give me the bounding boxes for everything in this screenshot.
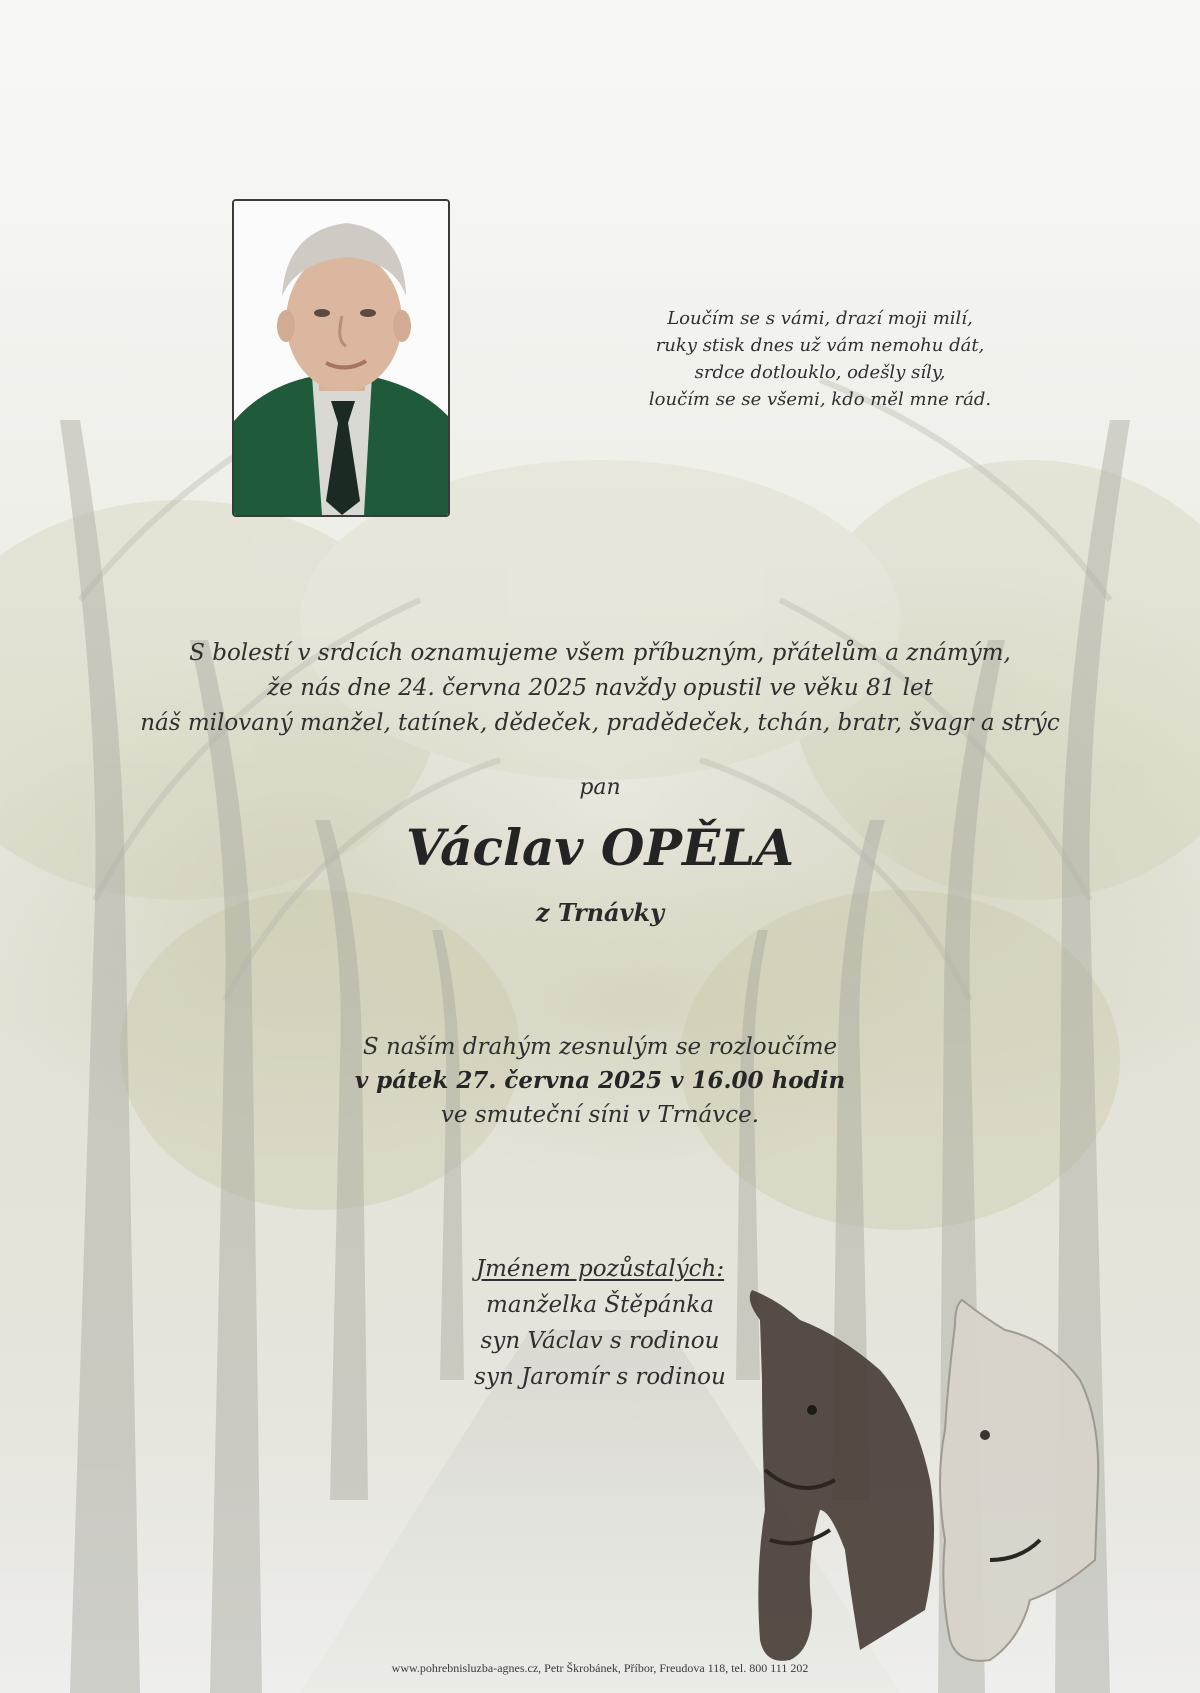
portrait-photo xyxy=(232,199,450,517)
survivor-name: syn Václav s rodinou xyxy=(480,1328,720,1354)
horse-eye xyxy=(807,1405,817,1415)
funeral-intro: S naším drahým zesnulým se rozloučíme xyxy=(362,1034,838,1060)
survivor-name: syn Jaromír s rodinou xyxy=(474,1364,726,1390)
announcement-line: že nás dne 24. června 2025 navždy opustil ve věku 81 let xyxy=(267,675,933,701)
death-announcement xyxy=(80,636,1120,741)
announcement-line: náš milovaný manžel, tatínek, dědeček, pradědeček, tchán, bratr, švagr a strýc xyxy=(140,710,1060,736)
verse-line: srdce dotlouklo, odešly síly, xyxy=(694,362,946,383)
survivors-heading: Jménem pozůstalých: xyxy=(475,1256,725,1282)
funeral-location: ve smuteční síni v Trnávce. xyxy=(440,1102,760,1128)
survivors-block xyxy=(400,1251,800,1395)
funeral-details xyxy=(200,1030,1000,1132)
horse-eye xyxy=(980,1430,990,1440)
funeral-date-time: v pátek 27. června 2025 v 16.00 hodin xyxy=(354,1067,846,1094)
horses-illustration xyxy=(750,1290,1098,1661)
funeral-service-footer: www.pohrebnisluzba-agnes.cz, Petr Škrobánek, Příbor, Freudova 118, tel. 800 111 202 xyxy=(391,1661,809,1675)
verse-line: Loučím se s vámi, drazí moji milí, xyxy=(667,308,973,329)
farewell-verse xyxy=(600,305,1040,413)
verse-line: ruky stisk dnes už vám nemohu dát, xyxy=(655,335,985,356)
survivor-name: manželka Štěpánka xyxy=(486,1292,714,1318)
name-prefix: pan xyxy=(579,775,621,800)
deceased-origin: z Trnávky xyxy=(535,898,665,927)
announcement-line: S bolestí v srdcích oznamujeme všem příbuzným, přátelům a známým, xyxy=(189,640,1011,666)
deceased-name: Václav OPĚLA xyxy=(405,818,795,877)
verse-line: loučím se se všemi, kdo měl mne rád. xyxy=(648,389,992,410)
